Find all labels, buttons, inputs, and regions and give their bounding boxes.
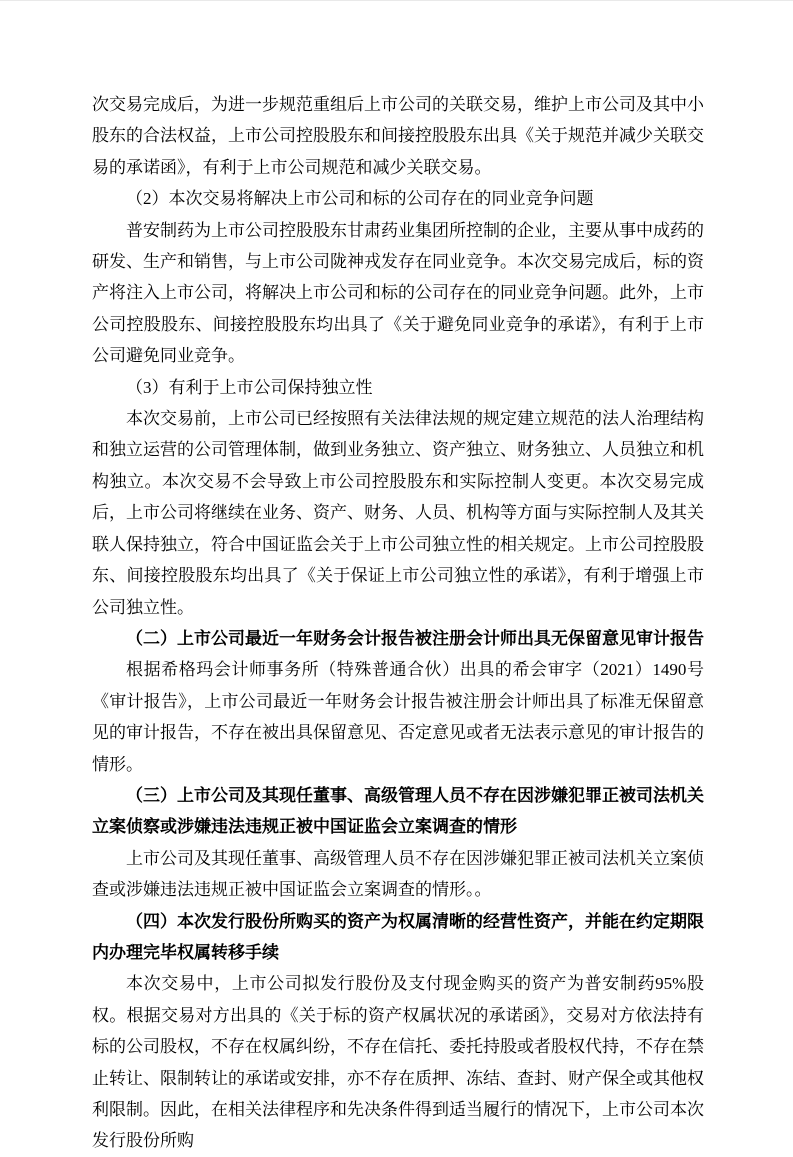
paragraph: 根据希格玛会计师事务所（特殊普通合伙）出具的希会审字（2021）1490号《审计报告》，上市公司最近一年财务会计报告被注册会计师出具了标准无保留意见的审计报告，不存在被出具保留意见、否定意见或者无法表示意见的审计报告的情形。	[92, 660, 704, 774]
paragraph: 本次交易中，上市公司拟发行股份及支付现金购买的资产为普安制药95%股权。根据交易对方出具的《关于标的资产权属状况的承诺函》，交易对方依法持有标的公司股权，不存在权属纠纷，不存在信托、委托持股或者股权代持，不存在禁止转让、限制转让的承诺或安排，亦不存在质押、冻结、查封、财产保全或其他权利限制。因此，在相关法律程序和先决条件得到适当履行的情况下，上市公司本次发行股份所购	[92, 974, 704, 1151]
paragraph-continuation: 次交易完成后，为进一步规范重组后上市公司的关联交易，维护上市公司及其中小股东的合法权益，上市公司控股股东和间接控股股东出具《关于规范并减少关联交易的承诺函》，有利于上市公司规范和减少关联交易。	[92, 95, 704, 177]
paragraph: 上市公司及其现任董事、高级管理人员不存在因涉嫌犯罪正被司法机关立案侦查或涉嫌违法违规正被中国证监会立案调查的情形。。	[92, 848, 704, 900]
subheading-2: （2）本次交易将解决上市公司和标的公司存在的同业竞争问题	[126, 189, 594, 209]
paragraph: 本次交易前，上市公司已经按照有关法律法规的规定建立规范的法人治理结构和独立运营的公司管理体制，做到业务独立、资产独立、财务独立、人员独立和机构独立。本次交易不会导致上市公司控股股东和实际控制人变更。本次交易完成后，上市公司将继续在业务、资产、财务、人员、机构等方面与实际控制人及其关联人保持独立，符合中国证监会关于上市公司独立性的相关规定。上市公司控股股东、间接控股股东均出具了《关于保证上市公司独立性的承诺》，有利于增强上市公司独立性。	[92, 409, 704, 617]
section-heading-4: （四）本次发行股份所购买的资产为权属清晰的经营性资产，并能在约定期限内办理完毕权属转移手续	[92, 911, 704, 962]
page-top-edge	[0, 0, 793, 1]
document-text-block	[92, 89, 704, 1157]
section-heading-2: （二）上市公司最近一年财务会计报告被注册会计师出具无保留意见审计报告	[126, 628, 704, 648]
paragraph: 普安制药为上市公司控股股东甘肃药业集团所控制的企业，主要从事中成药的研发、生产和销售，与上市公司陇神戎发存在同业竞争。本次交易完成后，标的资产将注入上市公司，将解决上市公司和标的公司存在的同业竞争问题。此外，上市公司控股股东、间接控股股东均出具了《关于避免同业竞争的承诺》，有利于上市公司避免同业竞争。	[92, 220, 704, 366]
subheading-3: （3）有利于上市公司保持独立性	[126, 377, 373, 397]
section-heading-3: （三）上市公司及其现任董事、高级管理人员不存在因涉嫌犯罪正被司法机关立案侦察或涉嫌违法违规正被中国证监会立案调查的情形	[92, 785, 704, 837]
